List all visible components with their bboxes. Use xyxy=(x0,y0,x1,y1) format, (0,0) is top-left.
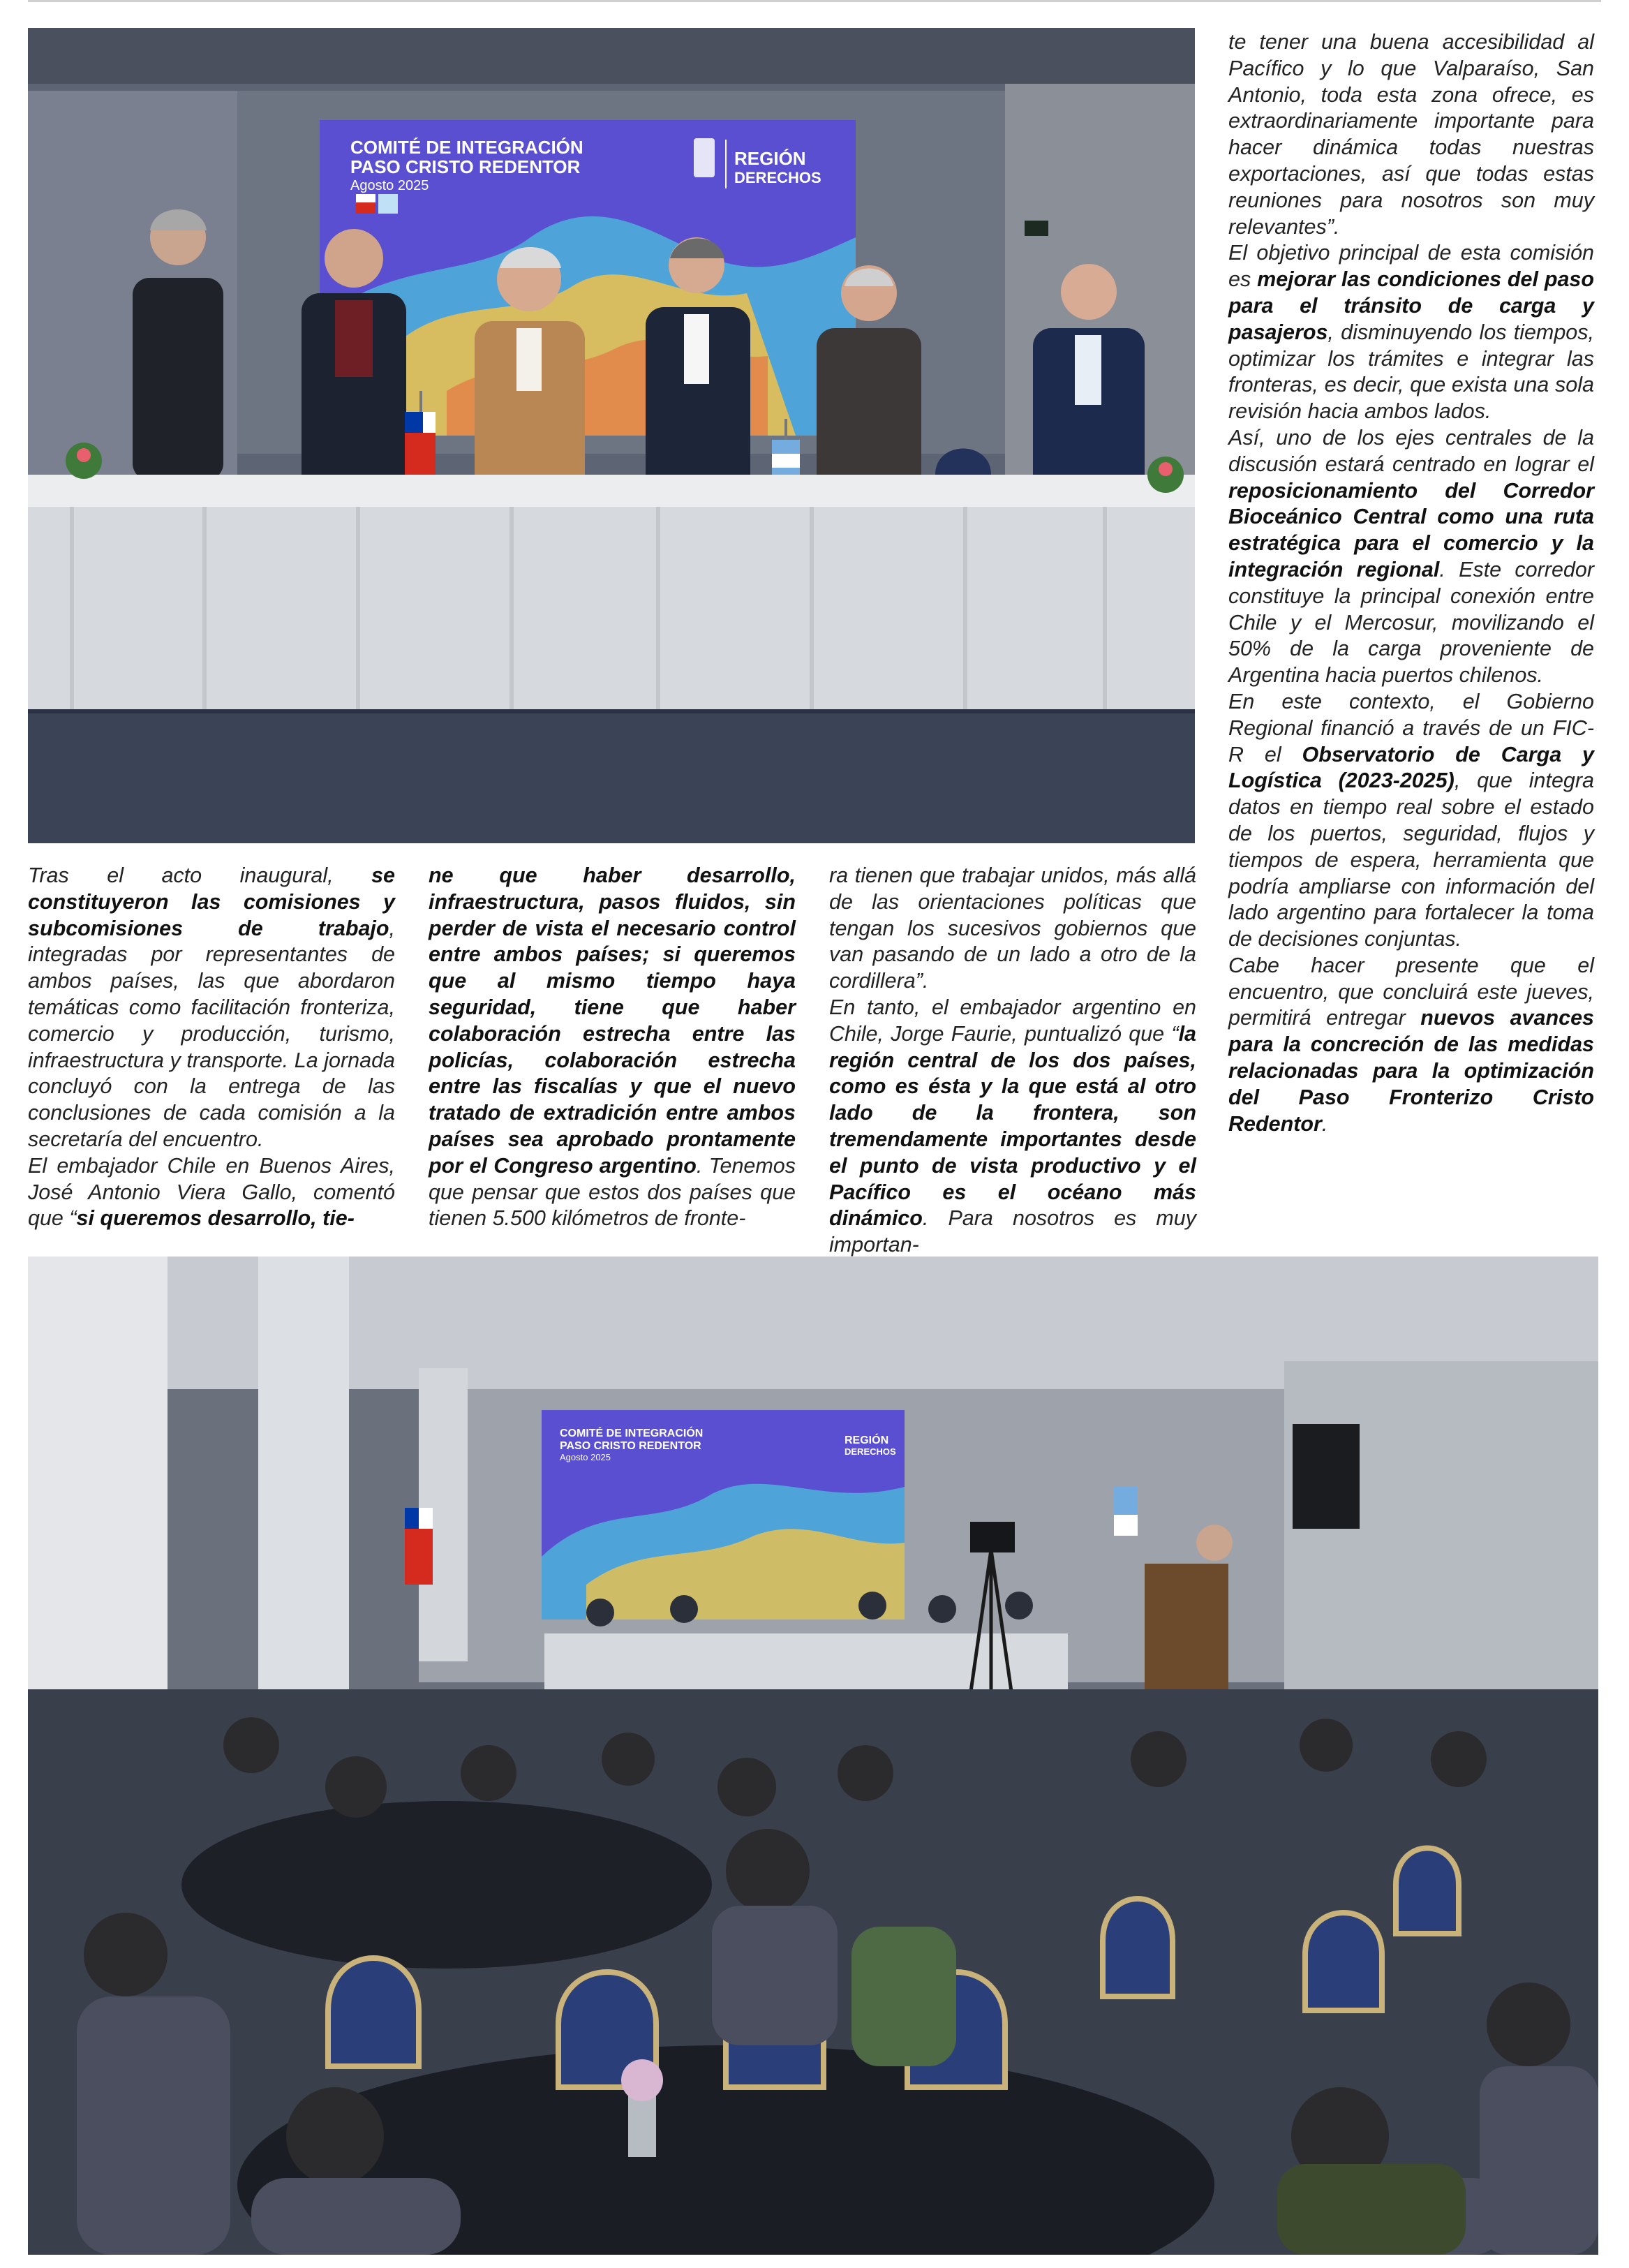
text-run: , integradas por representantes de ambos países, las que abordaron temáticas como facilitación fronteriza, comercio y producción, turismo, infraestructura y transporte. La jornada concluyó con la entrega de las conclusiones de cada comisión a la secretaría del encuentro. xyxy=(28,916,395,1151)
slide-brand-line1: REGIÓN xyxy=(734,148,806,169)
text-run: Así, uno de los ejes centrales de la discusión estará centrado en lograr el xyxy=(1228,425,1594,476)
text-run: Cabe hacer presente que el encuentro, que concluirá este jueves, permitirá entregar xyxy=(1228,953,1594,1030)
speaker-box xyxy=(1293,1424,1360,1529)
bold-run: nuevos avances para la concreción de las medidas relacionadas para la optimización del Paso Fronterizo Cristo Redentor xyxy=(1228,1006,1594,1136)
top-rule xyxy=(28,0,1601,2)
bold-run: la región central de los dos países, como es ésta y la que está al otro lado de la frontera, son tremendamente importantes desde el punto de vista productivo y el Pacífico es el océano más dinámico xyxy=(829,1021,1196,1231)
bold-run: mejorar las condiciones del paso para el tránsito de carga y pasajeros xyxy=(1228,267,1595,344)
slide-brand-line2-2: DERECHOS xyxy=(845,1446,896,1457)
paragraph xyxy=(28,863,395,1153)
text-run: El objetivo principal de esta comisión es xyxy=(1228,241,1594,292)
text-run: . xyxy=(1321,1111,1328,1136)
text-run: En tanto, el embajador argentino en Chile, Jorge Faurie, puntualizó que “ xyxy=(829,995,1196,1046)
bold-run: ne que haber desarrollo, infraestructura, pasos fluidos, sin perder de vista el necesario control entre ambos países; si queremos que al mismo tiempo haya seguridad, tiene que haber colaboración estrecha entre las policías, colaboración estrecha entre las fiscalías y que el nuevo tratado de extradición entre ambos países sea aprobado prontamente por el Congreso argentino xyxy=(429,864,796,1178)
argentina-flag-icon-2 xyxy=(1114,1487,1138,1536)
text-run: , disminuyendo los tiempos, optimizar los trámites e integrar las fronteras, es decir, que exista una sola revisión hacia ambos lados. xyxy=(1228,320,1594,424)
paragraph xyxy=(1228,953,1594,1138)
bold-run: se constituyeron las comisiones y subcomisiones de trabajo xyxy=(28,864,395,940)
paragraph xyxy=(829,995,1196,1259)
paragraph xyxy=(429,863,796,1232)
article-column-1 xyxy=(28,863,395,1232)
slide-brand-line1-2: REGIÓN xyxy=(845,1435,889,1446)
photo-officials-stage xyxy=(28,28,1195,843)
bold-run: Observatorio de Carga y Logística (2023-2025) xyxy=(1228,742,1595,793)
article-column-3 xyxy=(829,863,1196,1259)
bold-run: reposicionamiento del Corredor Bioceánico Central como una ruta estratégica para el comercio y la integración regional xyxy=(1228,478,1594,581)
slide-title-line2: PASO CRISTO REDENTOR xyxy=(350,156,581,177)
paragraph xyxy=(1228,425,1594,689)
text-run: El embajador Chile en Buenos Aires, José Antonio Viera Gallo, comentó que “ xyxy=(28,1153,395,1231)
text-run: ra tienen que trabajar unidos, más allá de las orientaciones políticas que tengan los sucesivos gobiernos que van pasando de un lado a otro de la cordillera”. xyxy=(829,864,1196,993)
presentation-slide-2 xyxy=(542,1410,905,1620)
regional-seal-icon xyxy=(694,138,715,177)
text-run: . Este corredor constituye la principal conexión entre Chile y el Mercosur, movilizando el 50% de la carga proveniente de Argentina hacia puertos chilenos. xyxy=(1228,557,1594,688)
text-run: , que integra datos en tiempo real sobre el estado de los puertos, seguridad, flujos y tiempos de espera, herramienta que podría ampliarse con información del lado argentino para fortalecer la toma de decisiones conjuntas. xyxy=(1228,769,1594,951)
slide-title-line2-2: PASO CRISTO REDENTOR xyxy=(560,1440,701,1452)
paragraph xyxy=(1228,240,1594,425)
slide-brand-line2: DERECHOS xyxy=(734,169,821,186)
text-run: . Para nosotros es muy importan- xyxy=(829,1206,1196,1257)
paragraph xyxy=(28,1153,395,1232)
slide-title-line1-2: COMITÉ DE INTEGRACIÓN xyxy=(560,1428,704,1439)
vase-icon xyxy=(628,2094,656,2157)
slide-date: Agosto 2025 xyxy=(350,178,429,193)
article-column-2 xyxy=(429,863,796,1232)
chile-flag-icon-2 xyxy=(405,1508,433,1585)
text-run: te tener una buena accesibilidad al Pacífico y lo que Valparaíso, San Antonio, toda esta zona ofrece, es extraordinariamente importante para hacer dinámica todas nuestras exportaciones, así que todas estas reuniones para nosotros son muy relevantes”. xyxy=(1228,30,1594,239)
slide-date-2: Agosto 2025 xyxy=(560,1452,611,1462)
paragraph xyxy=(829,863,1196,995)
paragraph xyxy=(1228,689,1594,953)
bold-run: si queremos desarrollo, tie- xyxy=(76,1206,355,1231)
text-run: En este contexto, el Gobierno Regional financió a través de un FIC-R el xyxy=(1228,689,1594,766)
text-run: . Tenemos que pensar que estos dos países que tienen 5.500 kilómetros de fronte- xyxy=(429,1153,796,1231)
text-run: Tras el acto inaugural, xyxy=(28,864,372,887)
article-column-right xyxy=(1228,29,1594,1137)
photo-audience-room xyxy=(28,1257,1598,2255)
podium xyxy=(1145,1564,1228,1689)
paragraph xyxy=(1228,29,1594,240)
slide-title-line1: COMITÉ DE INTEGRACIÓN xyxy=(350,137,583,158)
